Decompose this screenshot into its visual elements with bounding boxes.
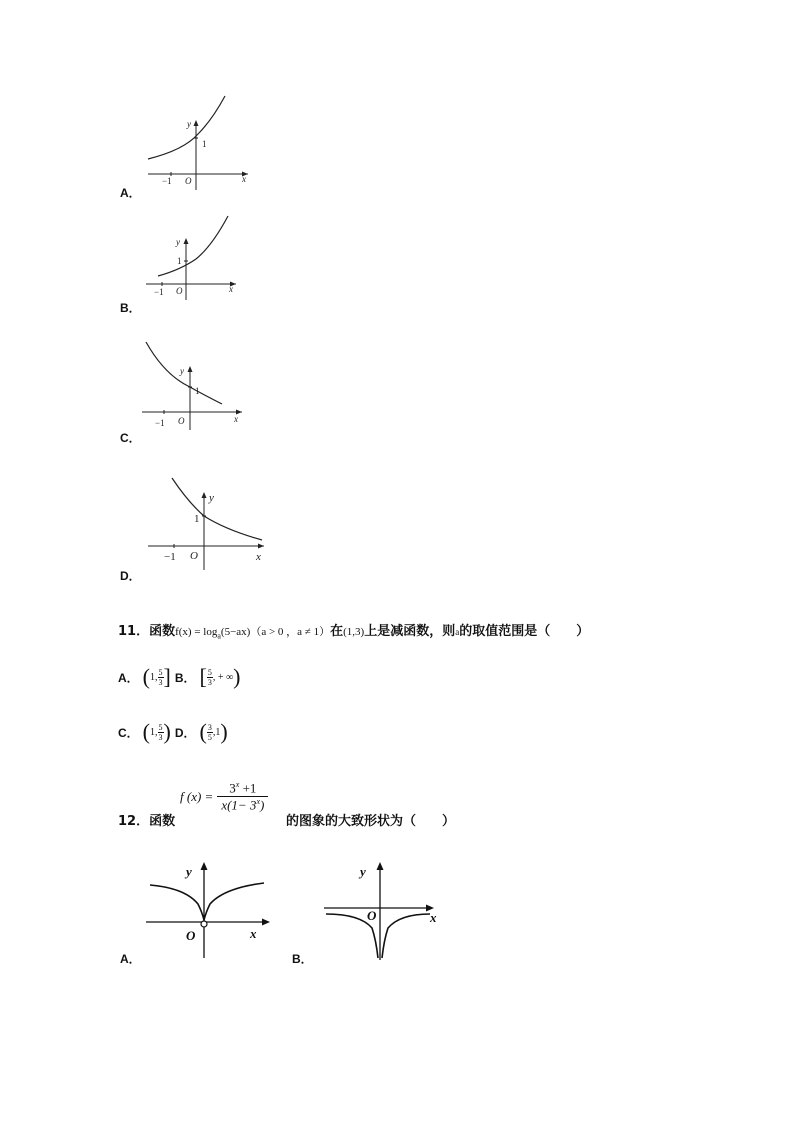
q12-tail: 的图象的大致形状为（ ）: [286, 814, 456, 829]
graph-d-upper: [144, 474, 274, 574]
q11-option-a-value[interactable]: ( 1, $\frac{5}{3}$ ]: [142, 664, 171, 689]
graph-d-origin: O: [190, 550, 198, 562]
graph-b-origin: O: [176, 286, 183, 296]
q12-number: 12．函数: [118, 814, 176, 829]
q11-arg: (5−ax): [220, 626, 251, 638]
graph-a-option-label: A．: [120, 186, 141, 200]
q11-func: f(x) = log: [175, 626, 218, 638]
graph-c-tick-y: 1: [195, 386, 200, 396]
q11-option-c-label[interactable]: C．: [118, 725, 139, 740]
graph-d-tick-x: −1: [164, 551, 176, 563]
q12-formula-lhs: f (x) =: [180, 788, 214, 804]
graph-b-y-label: y: [176, 237, 180, 247]
q11-options-row-1: [118, 666, 240, 688]
graph-c-upper: [138, 340, 253, 435]
graph-b-upper: [140, 212, 250, 307]
q11-option-b-value[interactable]: [ $\frac{5}{3}$ , + ∞ ): [199, 664, 241, 689]
graph-a-x-label: x: [242, 174, 246, 184]
graph-c-option-label: C．: [120, 431, 141, 445]
graph-a-origin: O: [185, 176, 192, 186]
graph-b-option-label: B．: [120, 301, 141, 315]
graph-a-tick-x: −1: [162, 176, 172, 186]
graph-a-upper: [140, 92, 260, 192]
q11-number: 11．函数: [118, 624, 176, 639]
q11-option-b-label[interactable]: B．: [174, 670, 196, 685]
q12-graph-b-x-label: x: [430, 910, 437, 925]
q11-tail: 的取值范围是（ ）: [459, 624, 590, 639]
graph-d-y-label: y: [209, 492, 214, 504]
q11-options-row-2: [118, 721, 228, 743]
q11-var: a: [455, 627, 460, 637]
graph-c-x-label: x: [234, 414, 238, 424]
graph-b-tick-x: −1: [154, 287, 164, 297]
graph-c-origin: O: [178, 416, 185, 426]
q12-graph-a-y-label: y: [186, 864, 192, 879]
q11-option-d-value[interactable]: ( $\frac{3}{5}$ ,1 ): [199, 719, 228, 744]
q12-graph-a: [140, 860, 280, 960]
q12-option-b-label[interactable]: B．: [292, 952, 313, 966]
q11-after: 上是减函数，则: [364, 624, 456, 639]
q11-base: a: [217, 631, 221, 641]
graph-d-option-label: D．: [120, 569, 141, 583]
q11-interval: (1,3): [343, 626, 365, 638]
question-11: [118, 620, 589, 641]
q12-graph-b-y-label: y: [360, 864, 366, 879]
q11-option-d-label[interactable]: D．: [174, 725, 196, 740]
q11-option-c-value[interactable]: ( 1, $\frac{5}{3}$ ): [142, 719, 171, 744]
q12-option-a-label[interactable]: A．: [120, 952, 141, 966]
graph-a-y-label: y: [187, 119, 191, 129]
graph-b-x-label: x: [229, 284, 233, 294]
graph-b-tick-y: 1: [177, 256, 182, 266]
q11-option-a-label[interactable]: A．: [118, 670, 139, 685]
q12-graph-a-origin: O: [186, 928, 196, 943]
graph-d-x-label: x: [256, 551, 261, 563]
graph-d-tick-y: 1: [194, 513, 200, 525]
q11-middle: 在: [330, 624, 344, 639]
graph-c-y-label: y: [180, 366, 184, 376]
q12-graph-a-x-label: x: [250, 926, 257, 941]
q12-graph-b: [320, 858, 450, 963]
q11-cond: （a > 0 ，a ≠ 1）: [250, 626, 331, 638]
graph-c-tick-x: −1: [155, 418, 165, 428]
q12-graph-b-origin: O: [367, 908, 377, 923]
q12-formula: f (x) = $\frac{3^x +1}{x(1- 3^x)}$: [180, 780, 268, 814]
graph-a-tick-y: 1: [202, 139, 207, 149]
